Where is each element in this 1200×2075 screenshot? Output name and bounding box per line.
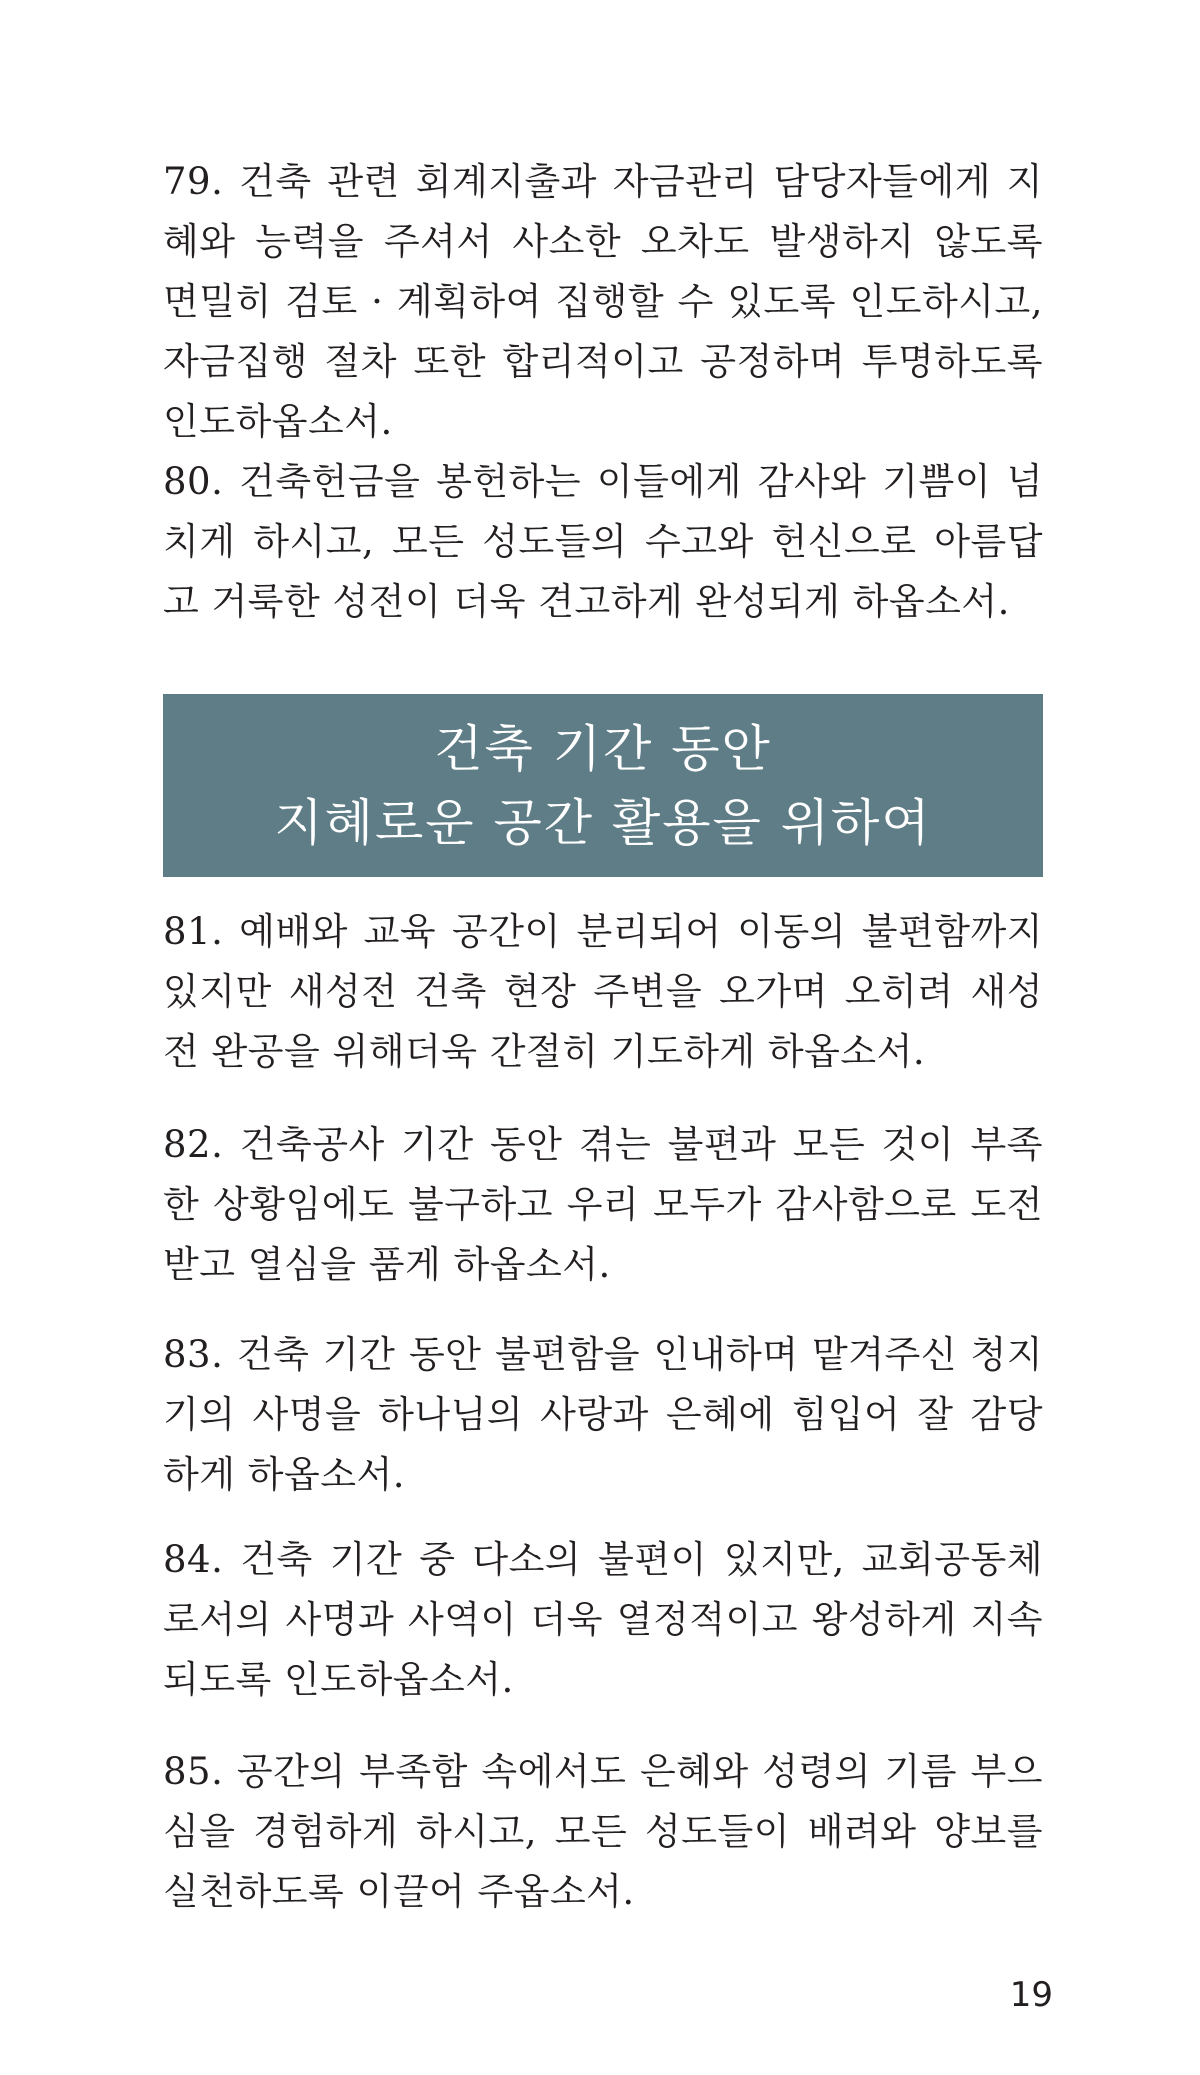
page-number: 19	[1009, 1975, 1053, 2015]
prayer-item-82: 82. 건축공사 기간 동안 겪는 불편과 모든 것이 부족한 상황임에도 불구하고 우리 모두가 감사함으로 도전 받고 열심을 품게 하옵소서.	[163, 1123, 1043, 1286]
prayer-item-79: 79. 건축 관련 회계지출과 자금관리 담당자들에게 지혜와 능력을 주셔서 사소한 오차도 발생하지 않도록 면밀히 검토 · 계획하여 집행할 수 있도록 인도하시고, 자금집행 절차 또한 합리적이고 공정하며 투명하도록 인도하옵소서.	[163, 160, 1043, 443]
prayer-item-81: 81. 예배와 교육 공간이 분리되어 이동의 불편함까지 있지만 새성전 건축 현장 주변을 오가며 오히려 새성전 완공을 위해더욱 간절히 기도하게 하옵소서.	[163, 910, 1043, 1073]
section-heading-line-2: 지혜로운 공간 활용을 위하여	[274, 793, 932, 852]
prayer-item-83: 83. 건축 기간 동안 불편함을 인내하며 맡겨주신 청지기의 사명을 하나님의 사랑과 은혜에 힘입어 잘 감당하게 하옵소서.	[163, 1333, 1043, 1496]
section-heading-banner	[163, 694, 1043, 877]
prayer-item-85: 85. 공간의 부족함 속에서도 은혜와 성령의 기름 부으심을 경험하게 하시고, 모든 성도들이 배려와 양보를 실천하도록 이끌어 주옵소서.	[163, 1750, 1043, 1913]
prayer-item-84: 84. 건축 기간 중 다소의 불편이 있지만, 교회공동체로서의 사명과 사역이 더욱 열정적이고 왕성하게 지속되도록 인도하옵소서.	[163, 1538, 1043, 1701]
prayer-item-80: 80. 건축헌금을 봉헌하는 이들에게 감사와 기쁨이 넘치게 하시고, 모든 성도들의 수고와 헌신으로 아름답고 거룩한 성전이 더욱 견고하게 완성되게 하옵소서.	[163, 460, 1043, 623]
section-heading-line-1: 건축 기간 동안	[434, 719, 772, 778]
